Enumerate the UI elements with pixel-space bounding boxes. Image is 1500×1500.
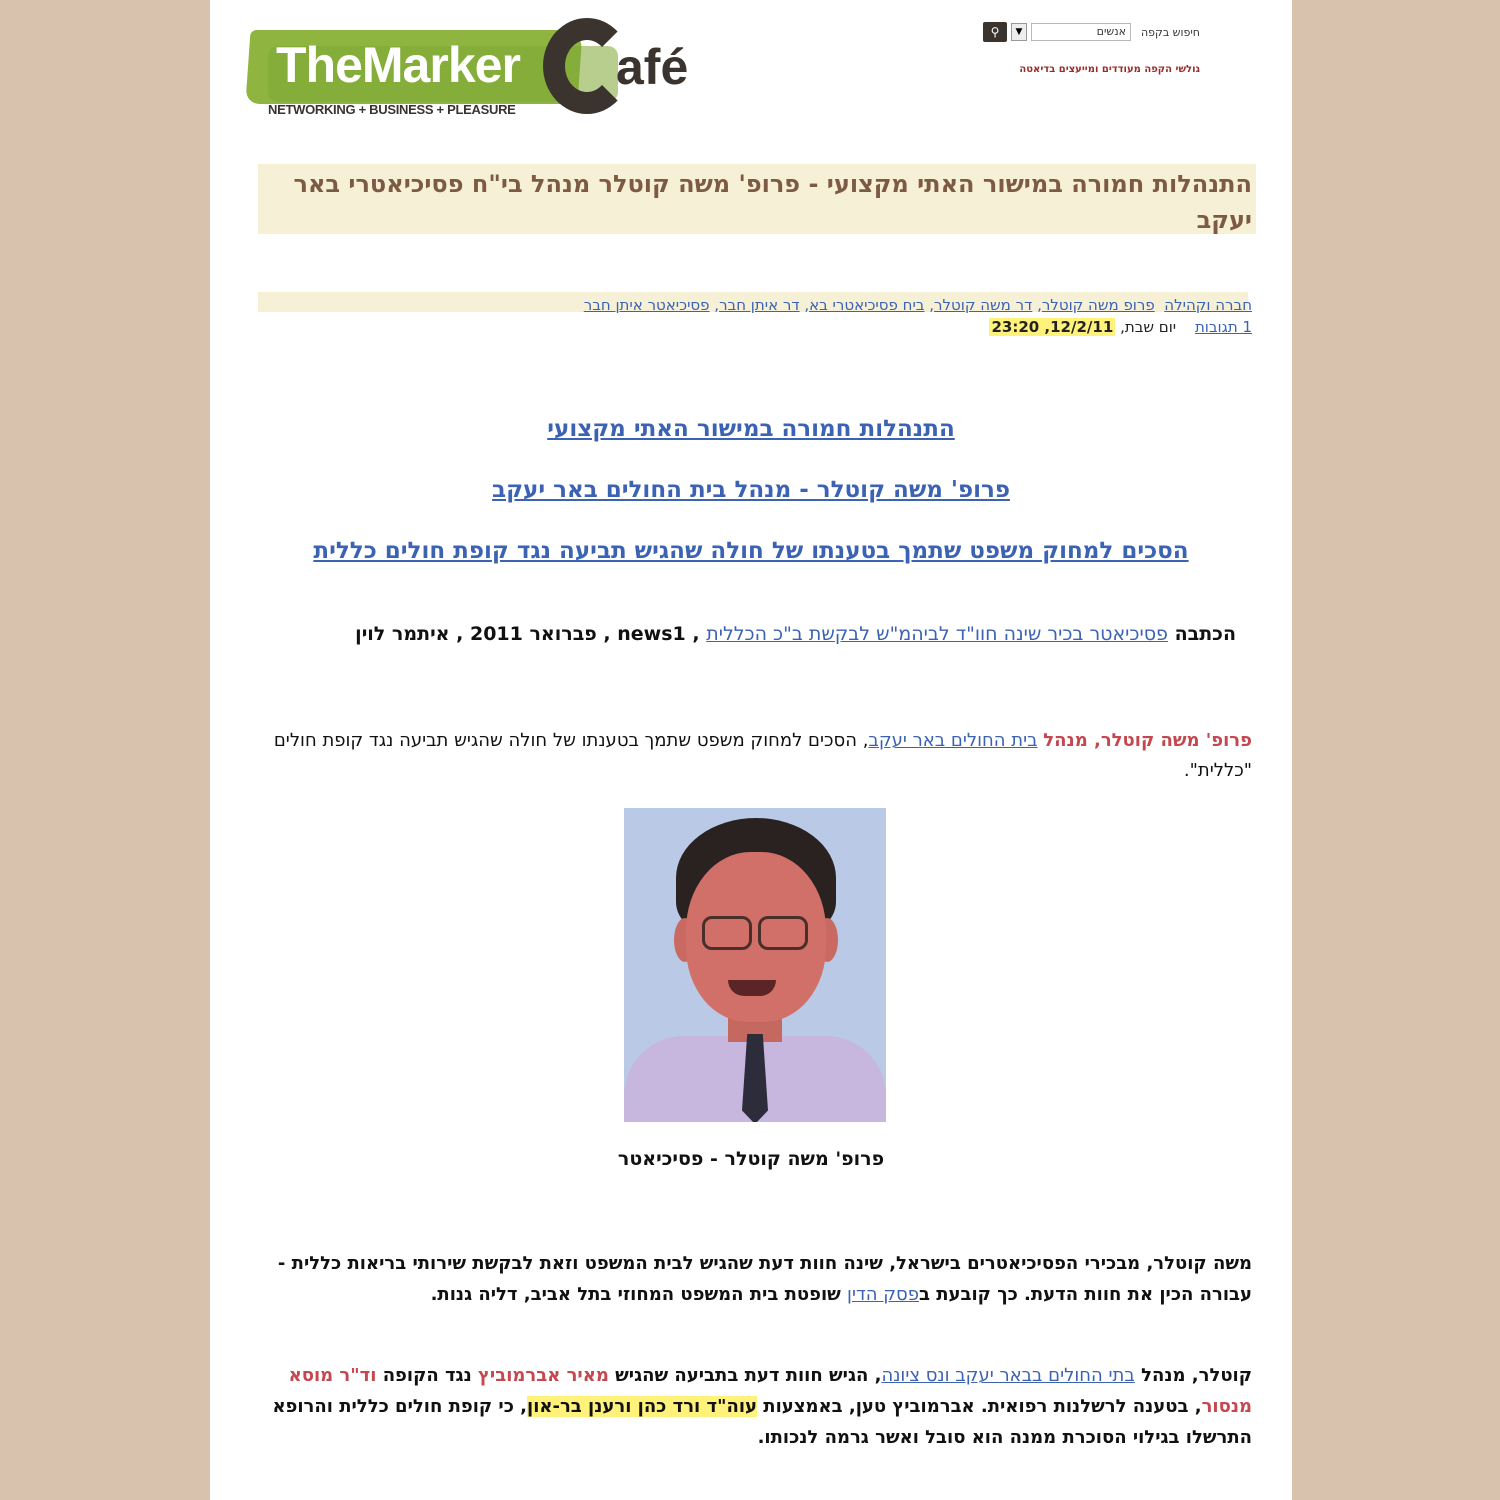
promo-link[interactable]: גולשי הקפה מעודדים ומייעצים בדיאטה [1019,64,1200,75]
source-prefix: הכתבה [1174,623,1236,645]
logo-the: The [276,37,362,93]
tag-link[interactable]: ביח פסיכיאטרי בא [809,296,925,314]
post-title: התנהלות חמורה במישור האתי מקצועי - פרופ' משה קוטלר מנהל בי"ח פסיכיאטרי באר יעקב [293,170,1252,234]
article-page [210,0,1292,1500]
tag-link[interactable]: דר משה קוטלר [934,296,1033,314]
headline-link[interactable]: התנהלות חמורה במישור האתי מקצועי [547,416,955,442]
source-article-link[interactable]: פסיכיאטר בכיר שינה חוו"ד לביהמ"ש לבקשת ב"כ הכללית [706,623,1168,645]
headline-block [210,408,1292,591]
body-paragraph [252,1248,1252,1310]
verdict-link[interactable]: פסק הדין [847,1284,919,1305]
logo-wordmark [276,37,520,93]
headline-link[interactable]: פרופ' משה קוטלר - מנהל בית החולים באר יעקב [492,477,1010,503]
headline-link[interactable]: הסכים למחוק משפט שתמך בטענתו של חולה שהגיש תביעה נגד קופת חולים כללית [313,538,1189,564]
tag-link[interactable]: פסיכיאטר איתן חבר [583,296,710,314]
post-tags: חברה וקהילה פרופ משה קוטלר, דר משה קוטלר, ביח פסיכיאטרי בא, דר איתן חבר, פסיכיאטר איתן חבר [583,296,1252,314]
post-day: יום שבת, [1120,318,1177,336]
body-text: , בטענה לרשלנות רפואית. אברמוביץ טען, באמצעות [757,1396,1202,1417]
photo-glasses [702,916,752,950]
hospital-link[interactable]: בית החולים באר יעקב [868,730,1038,751]
body-paragraph [252,1360,1252,1453]
photo-caption: פרופ' משה קוטלר - פסיכיאטר [617,1148,885,1170]
search-icon[interactable]: ⚲ [983,22,1007,42]
hospitals-link[interactable]: בתי החולים בבאר יעקב ונס ציונה [881,1365,1135,1386]
body-text: , כי קופת חולים כללית והרופא התרשלו בגילוי הסוכרת ממנה הוא סובל ואשר גרמה לנכותו. [272,1396,1252,1448]
lawyers-highlight: עוה"ד ורד כהן ורענן בר-און [527,1396,757,1417]
doctor-name: וד"ר מוסא מנסור [288,1365,1252,1417]
tag-link[interactable]: פרופ משה קוטלר [1041,296,1155,314]
photo-glasses [758,916,808,950]
person-name: פרופ' משה קוטלר, מנהל [1043,730,1252,751]
post-title-box [258,164,1256,234]
plaintiff-name: מאיר אברמוביץ [478,1365,609,1386]
body-text: נגד הקופה [376,1365,479,1386]
chevron-down-icon[interactable]: ▼ [1011,23,1027,41]
source-line [355,623,1236,645]
logo-tagline: NETWORKING + BUSINESS + PLEASURE [268,102,516,117]
body-text: שופטת בית המשפט המחוזי בתל אביב, דליה גנות. [430,1284,848,1305]
comments-link[interactable]: 1 תגובות [1194,318,1252,336]
search-scope-select[interactable]: אנשים [1031,23,1131,41]
search-label: חיפוש בקפה [1140,25,1200,39]
body-text: , הגיש חוות דעת בתביעה שהגיש [608,1365,882,1386]
post-datetime: 12/2/11, 23:20 [991,318,1114,336]
body-text: משה קוטלר, מבכירי הפסיכיאטרים בישראל, שינה חוות דעת שהגיש לבית המשפט וזאת לבקשת שירותי בריאות כללית - עבורה הכין את חוות הדעת. כך קובעת ב [277,1253,1252,1305]
intro-text: , הסכים למחוק משפט שתמך בטענתו של חולה שהגיש תביעה נגד קופת חולים "כללית". [273,730,1252,781]
logo-marker: Marker [361,37,520,93]
source-suffix: , news1 , פברואר 2011 , איתמר לוין [355,623,700,645]
themarker-cafe-logo[interactable] [248,18,718,126]
tag-link[interactable]: דר איתן חבר [719,296,800,314]
site-search [983,22,1200,42]
portrait-photo [624,808,886,1122]
intro-paragraph [252,726,1252,786]
tag-link[interactable]: חברה וקהילה [1164,296,1252,314]
post-meta [989,318,1252,336]
body-text: קוטלר, מנהל [1134,1365,1252,1386]
logo-cafe: afé [616,39,689,95]
